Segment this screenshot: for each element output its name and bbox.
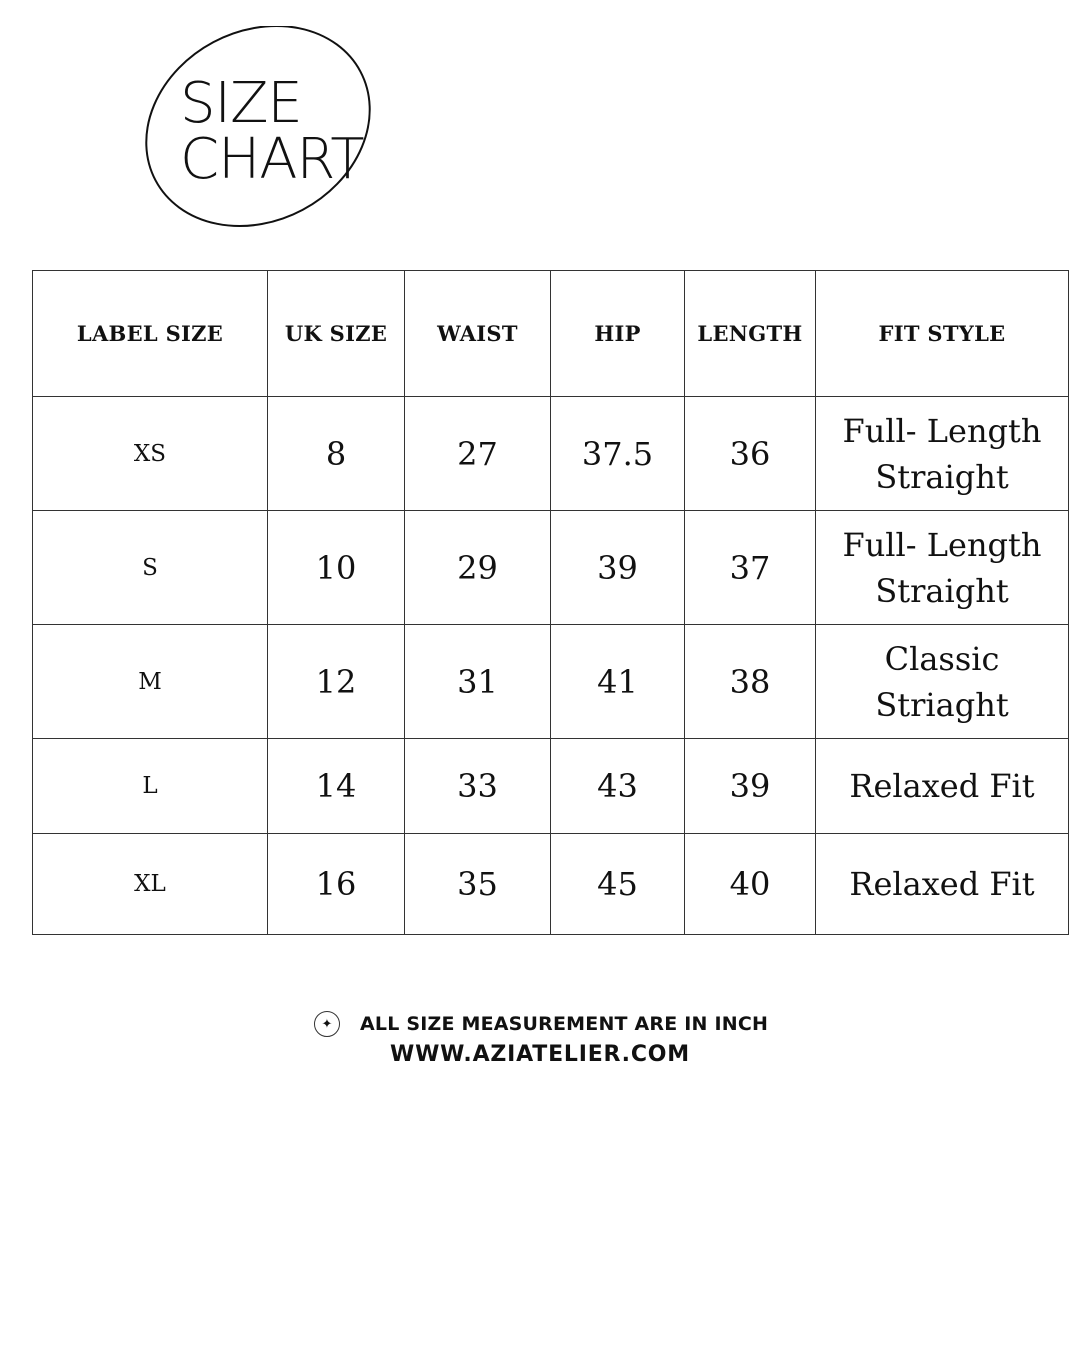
fit-style-line1: Full- Length	[842, 525, 1042, 564]
label-size-cell: M	[33, 625, 268, 739]
hip-cell: 43	[551, 739, 685, 834]
length-cell: 37	[685, 511, 816, 625]
header-waist: WAIST	[405, 271, 551, 397]
waist-cell: 33	[405, 739, 551, 834]
length-cell: 36	[685, 397, 816, 511]
hip-cell: 45	[551, 834, 685, 935]
waist-cell: 31	[405, 625, 551, 739]
length-cell: 40	[685, 834, 816, 935]
table-row	[33, 397, 1069, 511]
logo-text-chart: CHART	[180, 127, 364, 192]
table-row	[33, 834, 1069, 935]
hip-cell: 39	[551, 511, 685, 625]
label-size-cell: XL	[33, 834, 268, 935]
website-url	[0, 1042, 1080, 1067]
table-row	[33, 739, 1069, 834]
uk-size-cell: 16	[268, 834, 405, 935]
fit-style-cell	[816, 511, 1069, 625]
fit-style-line2: Straight	[875, 571, 1009, 610]
logo-text-size: SIZE	[180, 71, 302, 136]
size-table	[32, 270, 1069, 935]
table-header-row	[33, 271, 1069, 397]
uk-size-cell: 8	[268, 397, 405, 511]
header-label-size: LABEL SIZE	[33, 271, 268, 397]
fit-style-line2: Striaght	[875, 685, 1009, 724]
length-cell: 38	[685, 625, 816, 739]
header-length: LENGTH	[685, 271, 816, 397]
waist-cell: 27	[405, 397, 551, 511]
label-size-cell: XS	[33, 397, 268, 511]
fit-style-cell	[816, 625, 1069, 739]
sparkle-icon: ✦	[314, 1011, 340, 1037]
uk-size-cell: 14	[268, 739, 405, 834]
uk-size-cell: 10	[268, 511, 405, 625]
fit-style-line2: Straight	[875, 457, 1009, 496]
fit-style-cell: Relaxed Fit	[816, 739, 1069, 834]
fit-style-cell	[816, 397, 1069, 511]
waist-cell: 35	[405, 834, 551, 935]
table-row	[33, 625, 1069, 739]
size-chart-logo	[140, 26, 380, 230]
uk-size-cell: 12	[268, 625, 405, 739]
header-fit-style: FIT STYLE	[816, 271, 1069, 397]
measurement-note-text: ALL SIZE MEASUREMENT ARE IN INCH	[360, 1013, 769, 1035]
label-size-cell: S	[33, 511, 268, 625]
hip-cell: 41	[551, 625, 685, 739]
measurement-note	[314, 1010, 768, 1038]
fit-style-line1: Full- Length	[842, 411, 1042, 450]
header-uk-size: UK SIZE	[268, 271, 405, 397]
website-url-text: WWW.AZIATELIER.COM	[390, 1042, 690, 1067]
length-cell: 39	[685, 739, 816, 834]
fit-style-line1: Classic	[884, 639, 1000, 678]
header-hip: HIP	[551, 271, 685, 397]
fit-style-cell: Relaxed Fit	[816, 834, 1069, 935]
table-row	[33, 511, 1069, 625]
hip-cell: 37.5	[551, 397, 685, 511]
label-size-cell: L	[33, 739, 268, 834]
waist-cell: 29	[405, 511, 551, 625]
